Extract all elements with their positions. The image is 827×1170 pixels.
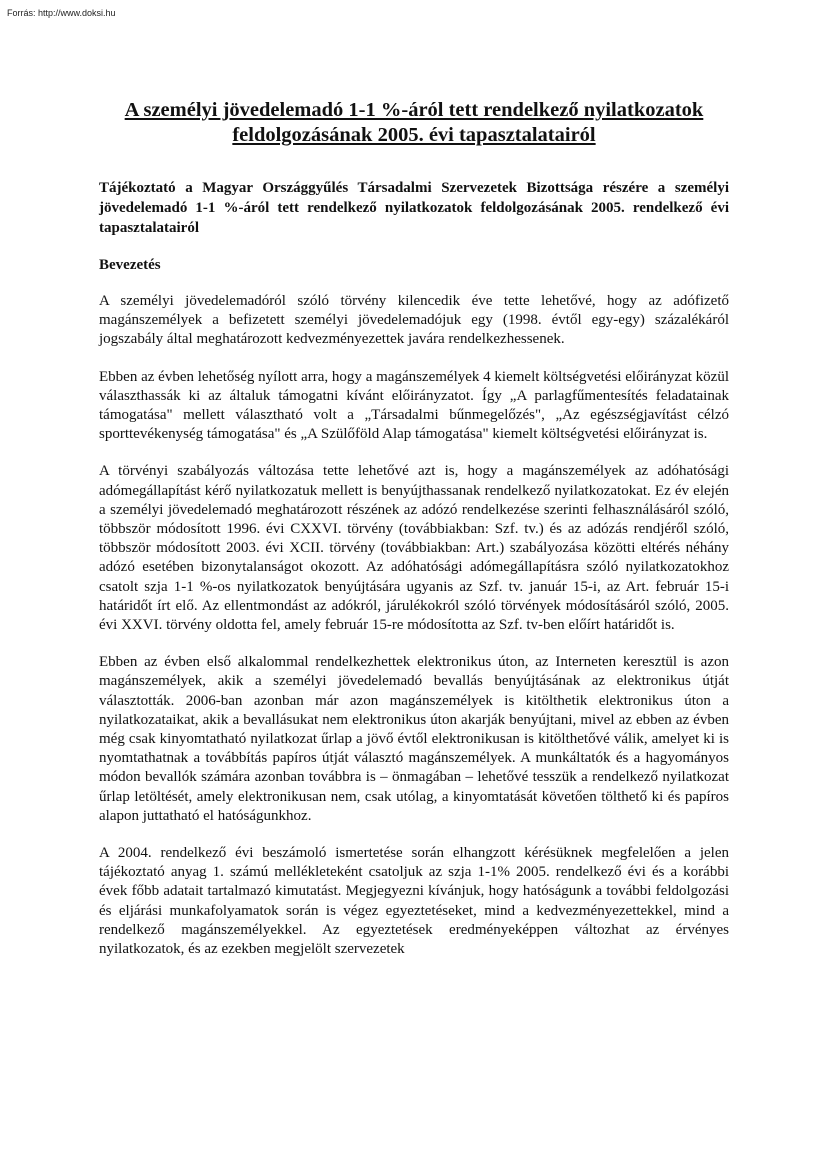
paragraph: Ebben az évben lehetőség nyílott arra, hogy a magánszemélyek 4 kiemelt költségvetési előirányzat közül választhassák ki az általuk támogatni kívánt előirányzatot. Így „A parlagfűmentesítés feladatainak támogatása" mellett választható volt a „Társadalmi bűnmegelőzés", „Az egészségjavítást célzó sporttevékenység támogatása" és „A Szülőföld Alap támogatása" kiemelt költségvetési előirányzat is. bbox=[99, 368, 729, 443]
document-intro: Tájékoztató a Magyar Országgyűlés Társadalmi Szervezetek Bizottsága részére a személyi jövedelemadó 1-1 %-áról tett rendelkező nyilatkozatok feldolgozásának 2005. rendelkező évi tapasztalatairól bbox=[99, 180, 729, 236]
paragraph: Ebben az évben első alkalommal rendelkezhettek elektronikus úton, az Interneten keresztül is azon magánszemélyek, akik a személyi jövedelemadó bevallás benyújtásának az elektronikus útját választották. 2006-ban azonban már azon magánszemélyek is kitölthetik elektronikus úton a nyilatkozataikat, akik a bevallásukat nem elektronikus úton akarják benyújtani, mivel az ebben az évben még csak kinyomtatható nyilatkozat űrlap a jövő évtől elektronikusan is kitölthetővé válik, amelyet ki is nyomtathatnak a továbbítás papíros útját választó magánszemélyek. A munkáltatók és a hagyományos módon bevallók számára azonban továbbra is – önmagában – lehetővé tesszük a rendelkező nyilatkozat űrlap letöltését, amely elektronikusan nem, csak utólag, a kinyomtatását követően tölthető ki és papíros alapon juttatható el hatóságunkhoz. bbox=[99, 654, 729, 824]
paragraph: A 2004. rendelkező évi beszámoló ismertetése során elhangzott kérésüknek megfelelően a jelen tájékoztató anyag 1. számú mellékleteként csatoljuk az szja 1-1% 2005. rendelkező évi és a korábbi évek főbb adatait tartalmazó kimutatást. Megjegyezni kívánjuk, hogy hatóságunk a további feldolgozási és eljárási munkafolyamatok során is végez egyeztetéseket, mind a kedvezményezettekkel, mind a rendelkező magánszemélyekkel. Az egyeztetések eredményeképpen változhat az érvényes nyilatkozatok, és az ezekben megjelölt szervezetek bbox=[99, 845, 729, 958]
document-title: A személyi jövedelemadó 1-1 %-áról tett rendelkező nyilatkozatok feldolgozásának 2005. évi tapasztalatairól bbox=[124, 99, 704, 146]
paragraph: A személyi jövedelemadóról szóló törvény kilencedik éve tette lehetővé, hogy az adófizető magánszemélyek a befizetett személyi jövedelemadójuk egy (1998. évtől egy-egy) százalékáról jogszabály által meghatározott kedvezményezettek javára rendelkezhessenek. bbox=[99, 293, 729, 348]
source-note: Forrás: http://www.doksi.hu bbox=[7, 8, 116, 18]
document-page bbox=[99, 98, 729, 977]
paragraph: A törvényi szabályozás változása tette lehetővé azt is, hogy a magánszemélyek az adóhatósági adómegállapítást kérő nyilatkozatuk mellett is benyújthassanak rendelkező nyilatkozatokat. Ez év elején a személyi jövedelemadó meghatározott részének az adózó rendelkezése szerinti felhasználásáról szóló, többször módosított 1996. évi CXXVI. törvény (továbbiakban: Szf. tv.) és az adózás rendjéről szóló, többször módosított 2003. évi XCII. törvény (továbbiakban: Art.) szabályozása közötti eltérés néhány adózó esetében bizonytalanságot okozott. Az adóhatósági adómegállapításra szóló nyilatkozatokhoz csatolt szja 1-1 %-os nyilatkozatok benyújtására ugyanis az Szf. tv. január 15-i, az Art. február 15-i határidőt írt elő. Az ellentmondást az adókról, járulékokról szóló törvények módosításáról szóló, 2005. évi XXVI. törvény oldotta fel, amely február 15-re módosította az Szf. tv-ben előírt határidőt is. bbox=[99, 463, 729, 634]
section-heading: Bevezetés bbox=[99, 257, 161, 273]
